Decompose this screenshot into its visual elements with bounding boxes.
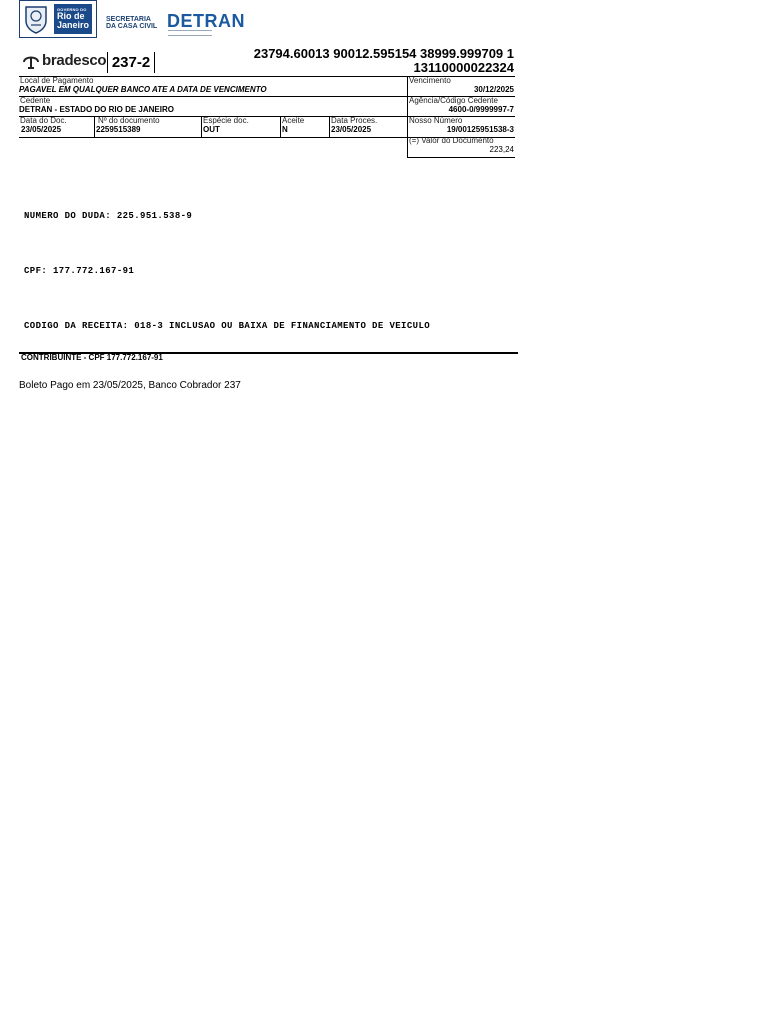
nosso-numero-label: Nosso Número bbox=[409, 116, 463, 125]
rio-government-logo bbox=[19, 0, 97, 38]
linha-digitavel-2: 13110000022324 bbox=[413, 60, 514, 75]
codigo-receita: CODIGO DA RECEITA: 018-3 INCLUSAO OU BAIXA DE FINANCIAMENTO DE VEICULO bbox=[24, 321, 431, 331]
num-doc-label: Nº do documento bbox=[98, 116, 160, 125]
cell-valor bbox=[407, 137, 515, 158]
cell-agencia bbox=[407, 97, 515, 117]
bradesco-tree-icon bbox=[22, 53, 40, 69]
local-pagamento-label: Local de Pagamento bbox=[20, 76, 94, 85]
cell-data-proces bbox=[329, 117, 407, 137]
duda-number: NUMERO DO DUDA: 225.951.538-9 bbox=[24, 211, 193, 221]
nosso-numero-value: 19/00125951538-3 bbox=[446, 125, 514, 134]
secretaria-line1: SECRETARIA bbox=[106, 16, 151, 23]
gov-logo-line3: Janeiro bbox=[57, 20, 90, 30]
especie-label: Espécie doc. bbox=[203, 116, 249, 125]
especie-value: OUT bbox=[203, 125, 220, 134]
gov-logo-line2: Rio de bbox=[57, 11, 85, 21]
cell-vencimento bbox=[407, 77, 515, 97]
local-pagamento-value: PAGAVEL EM QUALQUER BANCO ATE A DATA DE VENCIMENTO bbox=[19, 85, 267, 94]
contribuinte: CONTRIBUINTE - CPF 177.772.167-91 bbox=[21, 353, 163, 362]
aceite-value: N bbox=[282, 125, 288, 134]
cell-local-pagamento bbox=[19, 77, 407, 94]
bank-code: 237-2 bbox=[107, 52, 155, 73]
bradesco-name: bradesco bbox=[42, 52, 107, 69]
cell-aceite bbox=[280, 117, 329, 137]
cell-cedente bbox=[19, 97, 407, 114]
cell-nosso-numero bbox=[407, 117, 515, 137]
agencia-label: Agência/Código Cedente bbox=[409, 96, 498, 105]
num-doc-value: 2259515389 bbox=[96, 125, 141, 134]
data-doc-label: Data do Doc. bbox=[20, 116, 67, 125]
linha-digitavel bbox=[200, 47, 514, 75]
bradesco-logo bbox=[22, 52, 106, 69]
vencimento-value: 30/12/2025 bbox=[473, 85, 514, 94]
gov-logo-text bbox=[54, 4, 92, 34]
state-seal-icon bbox=[23, 4, 49, 34]
linha-digitavel-1: 23794.60013 90012.595154 38999.999709 1 bbox=[253, 46, 514, 61]
data-proces-value: 23/05/2025 bbox=[331, 125, 372, 134]
gov-logo-line1: GOVERNO DO bbox=[57, 7, 87, 12]
cell-especie bbox=[201, 117, 280, 137]
detran-logo: DETRAN bbox=[167, 11, 245, 31]
row-local-pagamento bbox=[19, 76, 515, 97]
aceite-label: Aceite bbox=[282, 116, 305, 125]
secretaria-line2: DA CASA CIVIL bbox=[106, 23, 158, 30]
cell-data-doc bbox=[19, 117, 94, 134]
cell-num-doc bbox=[94, 117, 201, 137]
secretaria-logo bbox=[106, 16, 157, 30]
boleto-pago-status: Boleto Pago em 23/05/2025, Banco Cobrador 237 bbox=[19, 380, 241, 391]
valor-value: 223,24 bbox=[489, 145, 514, 154]
vencimento-label: Vencimento bbox=[409, 76, 451, 85]
cpf-text: CPF: 177.772.167-91 bbox=[24, 266, 135, 276]
cedente-label: Cedente bbox=[20, 96, 51, 105]
valor-label: (=) Valor do Documento bbox=[409, 136, 494, 145]
data-proces-label: Data Proces. bbox=[331, 116, 378, 125]
cedente-value: DETRAN - ESTADO DO RIO DE JANEIRO bbox=[19, 105, 174, 114]
row-documento bbox=[19, 116, 515, 138]
data-doc-value: 23/05/2025 bbox=[21, 125, 62, 134]
detran-logo-underline bbox=[168, 30, 212, 36]
agencia-value: 4600-0/9999997-7 bbox=[448, 105, 514, 114]
row-cedente bbox=[19, 96, 515, 117]
